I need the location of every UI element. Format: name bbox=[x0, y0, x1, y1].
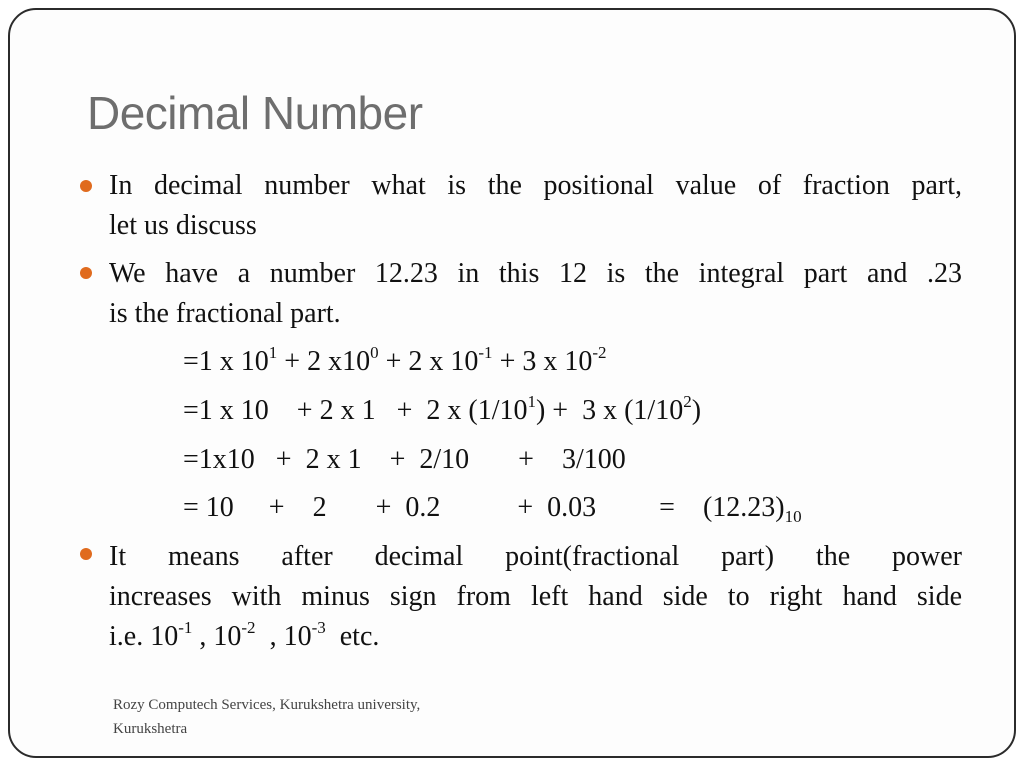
equation-line-1: =1 x $10^1 + 2$ $x10^0 + 2$ x $10^{-1} + 3$ x $10^{-2}$ bbox=[183, 343, 607, 377]
slide-title: Decimal Number bbox=[87, 87, 423, 139]
bullet-1-line-1: In decimal number what is the positional value of fraction part, bbox=[109, 170, 962, 201]
bullet-2-line-1: We have a number 12.23 in this 12 is the integral part and .23 bbox=[109, 258, 962, 289]
bullet-icon bbox=[80, 180, 92, 192]
footer-line-2: Kurukshetra bbox=[113, 721, 188, 737]
slide-footer bbox=[113, 693, 420, 741]
bullet-1-line-2: let us discuss bbox=[109, 210, 257, 241]
bullet-icon bbox=[80, 267, 92, 279]
footer-line-1: Rozy Computech Services, Kurukshetra university, bbox=[113, 697, 421, 713]
equation-line-2: =1 x 10 + 2 x 1 + 2 x $(1/10^1) + 3$ x $(1/10^2)$ bbox=[183, 392, 702, 426]
bullet-3-line-1: It means after decimal point(fractional part) the power bbox=[109, 541, 962, 572]
equation-line-4: = 10 + 2 + 0.2 + 0.03 = $(12.23)_{10}$ bbox=[183, 492, 802, 526]
bullet-3-line-3: i.e. $10^{-1}$ , $10^{-2}$ , $10^{-3}$ etc. bbox=[109, 618, 380, 652]
bullet-icon bbox=[80, 548, 92, 560]
bullet-2-line-2: is the fractional part. bbox=[109, 298, 341, 329]
bullet-3-line-2: increases with minus sign from left hand side to right hand side bbox=[109, 581, 962, 612]
equation-line-3: =1x10 + 2 x 1 + 2/10 + 3/100 bbox=[183, 444, 626, 475]
